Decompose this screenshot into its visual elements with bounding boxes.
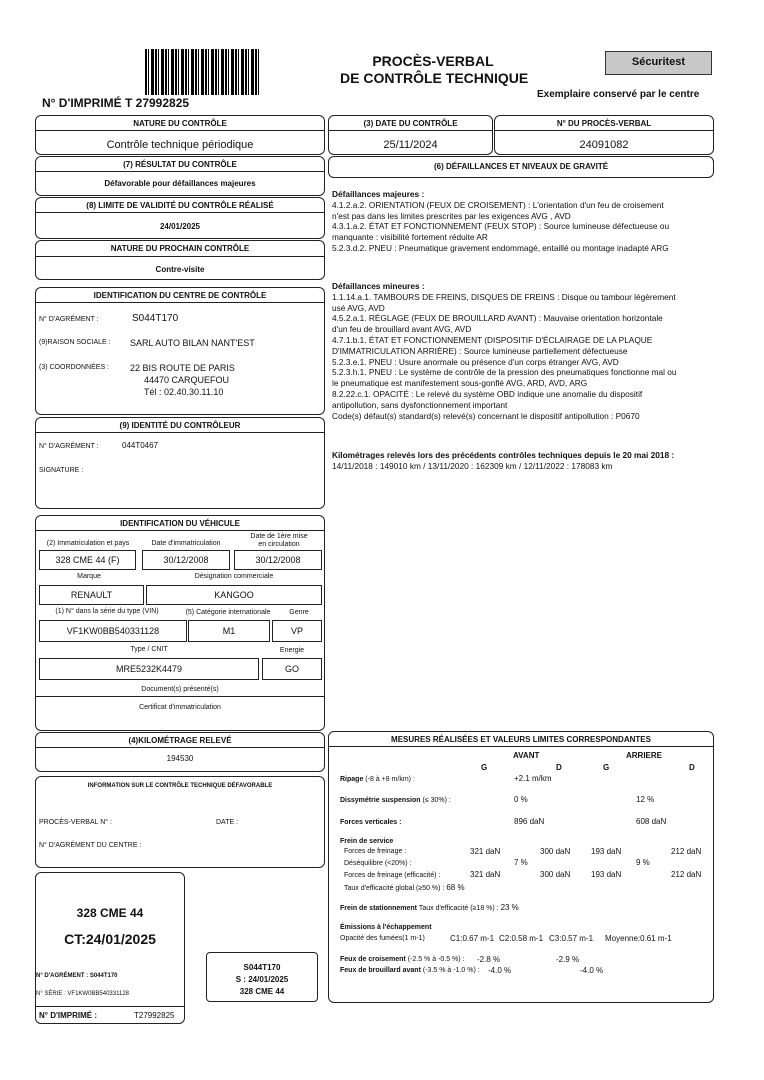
majeure-item: 4.1.2.a.2. ORIENTATION (FEUX DE CROISEMENT) : L'orientation d'un feu de croisement n'est pas dans les limites prescrites par les exigences AVG , AVD — [332, 199, 664, 221]
vin-label: (1) N° dans la série du type (VIN) — [55, 608, 159, 615]
fc-d: -2.9 % — [556, 955, 580, 964]
ff-eff-label: Forces de freinage (efficacité) : — [344, 872, 441, 879]
forces-vert-arriere: 608 daN — [636, 817, 667, 826]
mineure-item: 1.1.14.a.1. TAMBOURS DE FREINS, DISQUES DE FREINS : Disque ou tambour légèrement usé AVG, AVD — [332, 291, 676, 313]
info-defav-box — [35, 776, 325, 868]
defaillances-header: (6) DÉFAILLANCES ET NIVEAUX DE GRAVITÉ — [433, 162, 609, 171]
col-arriere-d: D — [689, 763, 695, 772]
designation-value: KANGOO — [214, 590, 254, 600]
date-controle-label: (3) DATE DU CONTRÔLE — [363, 119, 458, 128]
fe-avg: 321 daN — [470, 870, 501, 879]
num-pv-box — [494, 115, 714, 155]
frein-service-title: Frein de service — [340, 838, 394, 845]
controleur-agrement-value: 044T0467 — [122, 441, 159, 450]
categorie-label: (5) Catégorie internationale — [185, 609, 271, 616]
vehicule-header: IDENTIFICATION DU VÉHICULE — [120, 519, 240, 528]
deseq-arriere: 9 % — [636, 858, 650, 867]
controleur-box — [35, 417, 325, 509]
designation-label: Désignation commerciale — [194, 573, 274, 580]
opacite-c3: C3:0.57 m-1 — [549, 934, 594, 943]
km-history-values: 14/11/2018 : 149010 km / 13/11/2020 : 162309 km / 12/11/2022 : 178083 km — [332, 460, 613, 471]
majeure-item: 4.3.1.a.2. ÉTAT ET FONCTIONNEMENT (FEUX STOP) : Source lumineuse défectueuse ou manquante : visibilité fortement réduite AR — [332, 221, 670, 243]
feux-croisement-limit: (-2.5 % à -0.5 %) : — [407, 956, 465, 963]
prochain-controle-box — [35, 240, 325, 280]
col-arriere-g: G — [603, 763, 610, 772]
fe-avd: 300 daN — [540, 870, 571, 879]
marque-value: RENAULT — [70, 590, 113, 600]
brand-badge — [605, 51, 712, 75]
limite-validite-label: (8) LIMITE DE VALIDITÉ DU CONTRÔLE RÉALISÉ — [86, 201, 274, 210]
resultat-label: (7) RÉSULTAT DU CONTRÔLE — [123, 160, 237, 169]
categorie-value: M1 — [222, 626, 236, 636]
mineures-title: Défaillances mineures : — [332, 281, 425, 291]
fe-ard: 212 daN — [671, 870, 702, 879]
frein-stat-value: 23 % — [500, 903, 519, 912]
info-defav-header: INFORMATION SUR LE CONTRÔLE TECHNIQUE DÉFAVORABLE — [87, 783, 273, 789]
mineure-item: 5.2.3.e.1. PNEU : Usure anormale ou présence d'un corps étranger AVG, AVD — [332, 356, 619, 367]
mesures-arriere: ARRIERE — [626, 751, 663, 760]
centre-raison-value: SARL AUTO BILAN NANT'EST — [130, 338, 255, 348]
prochain-controle-label: NATURE DU PROCHAIN CONTRÔLE — [110, 244, 250, 253]
kilometrage-label: (4)KILOMÉTRAGE RELEVÉ — [128, 736, 232, 745]
kilometrage-box — [35, 732, 325, 772]
centre-coord-label: (3) COORDONNÉES : — [39, 364, 110, 371]
genre-value: VP — [290, 626, 303, 636]
vignette-plate: 328 CME 44 — [76, 906, 144, 920]
defaillances-header-box — [328, 156, 714, 178]
controleur-header: (9) IDENTITÉ DU CONTRÔLEUR — [119, 421, 241, 430]
nature-controle-label: NATURE DU CONTRÔLE — [133, 119, 227, 128]
emissions-title: Émissions à l'échappement — [340, 924, 432, 931]
energie-value: GO — [284, 664, 299, 674]
mineure-item: 8.2.22.c.1. OPACITÉ : Le relevé du système OBD indique une anomalie du dispositif antipollution, sans dysfonctionnement important — [332, 388, 643, 410]
documents-value: Certificat d'immatriculation — [139, 704, 221, 711]
info-defav-pv-label: PROCÈS-VERBAL N° : — [39, 819, 112, 826]
opacite-label: Opacité des fumées(1 m-1) — [340, 935, 425, 942]
centre-agrement-label: N° D'AGRÉMENT : — [39, 316, 99, 323]
controleur-agrement-label: N° D'AGRÉMENT : — [39, 443, 99, 450]
centre-coord-line1: 22 BIS ROUTE DE PARIS — [130, 363, 235, 373]
documents-label: Document(s) présenté(s) — [141, 686, 219, 693]
vin-value: VF1KW0BB540331128 — [66, 626, 160, 636]
vignette-serie: N° SÉRIE : VF1KW0BB540331128 — [36, 991, 130, 997]
print-number: N° D'IMPRIMÉ T 27992825 — [42, 96, 190, 110]
mesures-avant: AVANT — [513, 751, 540, 760]
fb-d: -4.0 % — [580, 966, 604, 975]
info-defav-date-label: DATE : — [216, 819, 239, 826]
centre-box — [35, 287, 325, 415]
mesures-header: MESURES RÉALISÉES ET VALEURS LIMITES CORRESPONDANTES — [391, 735, 651, 744]
ff-arg: 193 daN — [591, 847, 622, 856]
vignette-agrement: N° D'AGRÉMENT : S044T170 — [36, 973, 118, 979]
dissym-limit: (≤ 30%) : — [422, 797, 451, 804]
defaillances-mineures — [332, 281, 677, 421]
forces-vert-avant: 896 daN — [514, 817, 545, 826]
majeure-item: 5.2.3.d.2. PNEU : Pneumatique gravement endommagé, entaillé ou montage inadapté ARG — [332, 242, 669, 253]
document-title-line1: PROCÈS-VERBAL — [372, 53, 494, 69]
vignette-imprime-value: T27992825 — [134, 1011, 175, 1020]
taux-value: 68 % — [446, 883, 465, 892]
forces-freinage-label: Forces de freinage : — [344, 848, 407, 855]
forces-vert-label: Forces verticales : — [340, 819, 402, 826]
fc-g: -2.8 % — [477, 955, 501, 964]
vehicule-box — [35, 515, 325, 731]
ff-avg: 321 daN — [470, 847, 501, 856]
ripage-label: Ripage — [340, 776, 364, 783]
copy-note: Exemplaire conservé par le centre — [537, 89, 700, 100]
vignette-imprime-label: N° D'IMPRIMÉ : — [39, 1011, 97, 1020]
date-immat-value: 30/12/2008 — [163, 555, 209, 565]
ripage-value: +2.1 m/km — [514, 774, 552, 783]
ff-avd: 300 daN — [540, 847, 571, 856]
stamp-line2: S : 24/01/2025 — [235, 975, 289, 984]
num-pv-label: N° DU PROCÈS-VERBAL — [556, 119, 652, 128]
centre-coord-line3: Tél : 02.40.30.11.10 — [144, 387, 224, 397]
kilometrage-value: 194530 — [166, 754, 194, 763]
feux-croisement-label: Feux de croisement — [340, 956, 406, 963]
date-mise-value: 30/12/2008 — [255, 555, 301, 565]
mineure-item: Code(s) défaut(s) standard(s) relevé(s) concernant le dispositif antipollution : P0670 — [332, 410, 640, 421]
stamp-line3: 328 CME 44 — [239, 987, 285, 996]
resultat-box — [35, 156, 325, 196]
centre-coord-line2: 44470 CARQUEFOU — [144, 375, 230, 385]
barcode — [145, 49, 260, 95]
brand-label: Sécuritest — [631, 56, 686, 68]
immat-value: 328 CME 44 (F) — [55, 555, 120, 565]
majeures-title: Défaillances majeures : — [332, 189, 425, 199]
centre-header: IDENTIFICATION DU CENTRE DE CONTRÔLE — [93, 291, 267, 300]
centre-raison-label: (9)RAISON SOCIALE : — [39, 339, 111, 346]
km-history-title: Kilométrages relevés lors des précédents contrôles techniques depuis le 20 mai 2018 : — [332, 450, 675, 460]
type-label: Type / CNIT — [130, 646, 168, 653]
dissym-arriere: 12 % — [636, 795, 655, 804]
controleur-signature-label: SIGNATURE : — [39, 467, 84, 474]
feux-brouillard-limit: (-3.5 % à -1.0 %) : — [422, 967, 480, 974]
date-immat-label: Date d'immatriculation — [151, 540, 221, 547]
frein-stat-text: Taux d'efficacité (≥18 %) : — [418, 905, 499, 912]
stamp-line1: S044T170 — [243, 963, 281, 972]
date-mise-label-1: Date de 1ère mise — [250, 533, 308, 540]
dissym-label: Dissymétrie suspension — [340, 797, 421, 804]
opacite-moyenne: Moyenne:0.61 m-1 — [605, 934, 672, 943]
col-avant-d: D — [556, 763, 562, 772]
vignette-box — [35, 872, 185, 1024]
dissym-avant: 0 % — [514, 795, 528, 804]
col-avant-g: G — [481, 763, 488, 772]
info-defav-agrement-label: N° D'AGRÉMENT DU CENTRE : — [39, 842, 142, 849]
document-title-line2: DE CONTRÔLE TECHNIQUE — [340, 70, 529, 86]
limite-validite-value: 24/01/2025 — [159, 222, 201, 231]
feux-brouillard-label: Feux de brouillard avant — [340, 967, 421, 974]
frein-stat-label: Frein de stationnement — [340, 905, 418, 912]
defaillances-majeures — [332, 189, 677, 254]
mineure-item: 4.5.2.a.1. RÉGLAGE (FEUX DE BROUILLARD AVANT) : Mauvaise orientation horizontale d'un feu de brouillard avant AVG, AVD — [332, 313, 663, 335]
date-mise-label-2: en circulation — [258, 541, 300, 548]
immat-label: (2) Immatriculation et pays — [46, 540, 130, 547]
type-value: MRE5232K4479 — [115, 664, 183, 674]
marque-label: Marque — [77, 573, 101, 580]
fe-arg: 193 daN — [591, 870, 622, 879]
prochain-controle-value: Contre-visite — [155, 265, 205, 274]
ff-ard: 212 daN — [671, 847, 702, 856]
ripage-limit: (-8 à +8 m/km) : — [365, 776, 415, 783]
stamp-box — [206, 952, 318, 1002]
date-controle-value: 25/11/2024 — [383, 139, 438, 151]
opacite-c1: C1:0.67 m-1 — [450, 934, 495, 943]
nature-controle-box — [35, 115, 325, 155]
mineure-item: 5.2.3.h.1. PNEU : Le système de contrôle de la pression des pneumatiques fonctionne mal ou le pneumatique est manifestement sous-gonflé AVG, ARD, AVD, ARG — [332, 367, 677, 389]
desequilibre-label: Déséquilibre (<20%) : — [344, 860, 412, 867]
taux-label: Taux d'efficacité global (≥50 %) : — [344, 885, 445, 892]
resultat-value: Défavorable pour défaillances majeures — [104, 179, 256, 188]
mineure-item: 4.7.1.b.1. ÉTAT ET FONCTIONNEMENT (DISPOSITIF D'ÉCLAIRAGE DE LA PLAQUE D'IMMATRICULATION ARRIÈRE) : Source lumineuse partiellement défectueuse — [332, 334, 653, 356]
vignette-ct: CT:24/01/2025 — [64, 931, 156, 947]
opacite-c2: C2:0.58 m-1 — [499, 934, 544, 943]
date-controle-box — [328, 115, 493, 155]
fb-g: -4.0 % — [488, 966, 512, 975]
km-history — [332, 450, 677, 472]
genre-label: Genre — [289, 609, 309, 616]
nature-controle-value: Contrôle technique périodique — [106, 139, 254, 151]
limite-validite-box — [35, 197, 325, 239]
deseq-avant: 7 % — [514, 858, 528, 867]
centre-agrement-value: S044T170 — [132, 313, 179, 324]
energie-label: Energie — [279, 647, 305, 654]
num-pv-value: 24091082 — [579, 139, 629, 151]
